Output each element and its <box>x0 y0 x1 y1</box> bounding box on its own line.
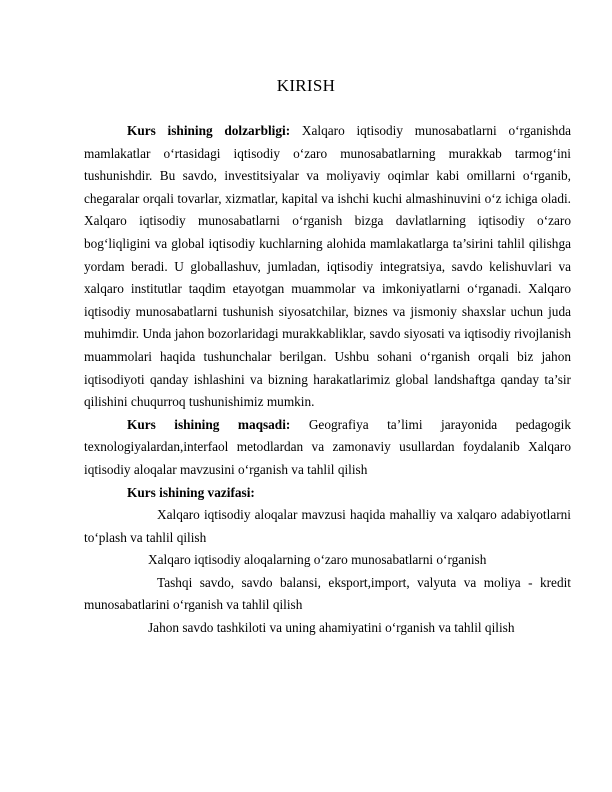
tasks-heading: Kurs ishining vazifasi: <box>127 484 255 500</box>
relevance-paragraph <box>84 120 571 414</box>
task-item: Xalqaro iqtisodiy aloqalar mavzusi haqida mahalliy va xalqaro adabiyotlarni to‘plash va tahlil qilish <box>84 507 571 545</box>
page-title: KIRISH <box>276 76 336 95</box>
task-item: Xalqaro iqtisodiy aloqalarning o‘zaro munosabatlarni o‘rganish <box>148 552 487 568</box>
goal-lead: Kurs ishining maqsadi: <box>127 416 291 432</box>
task-item: Jahon savdo tashkiloti va uning ahamiyatini o‘rganish va tahlil qilish <box>148 620 515 636</box>
relevance-lead: Kurs ishining dolzarbligi: <box>127 123 291 138</box>
relevance-text: Xalqaro iqtisodiy munosabatlarni o‘rganishda mamlakatlar o‘rtasidagi iqtisodiy o‘zaro munosabatlarning murakkab tarmog‘ini tushunishdir. Bu savdo, investitsiyalar va moliyaviy oqimlar kabi omillarni o‘rganib, chegaralar orqali tovarlar, xizmatlar, kapital va ishchi kuchi almashinuvini o‘z ichiga oladi. Xalqaro iqtisodiy munosabatlarni o‘rganish bizga davlatlarning iqtisodiy o‘zaro bog‘liqligini va global iqtisodiy kuchlarning alohida mamlakatlarga ta’sirini tahlil qilishga yordam beradi. U globallashuv, jumladan, iqtisodiy integratsiya, savdo kelishuvlari va xalqaro institutlar taqdim etayotgan muammolar va imkoniyatlarni o‘rganadi. Xalqaro iqtisodiy munosabatlarni tushunish siyosatchilar, biznes va jismoniy shaxslar uchun juda muhimdir. Unda jahon bozorlaridagi murakkabliklar, savdo siyosati va iqtisodiy rivojlanish muammolari haqida tushunchalar berilgan. Ushbu sohani o‘rganish orqali biz jahon iqtisodiyoti qanday ishlashini va bizning harakatlarimiz global landshaftga qanday ta’sir qilishini chuqurroq tushunishimiz mumkin. <box>84 123 571 410</box>
goal-paragraph <box>84 414 571 482</box>
goal-text: Geografiya ta’limi jarayonida pedagogik texnologiyalardan,interfaol metodlardan va zamonaviy usullardan foydalanib Xalqaro iqtisodiy aloqalar mavzusini o‘rganish va tahlil qilish <box>84 416 572 477</box>
task-item: Tashqi savdo, savdo balansi, eksport,import, valyuta va moliya - kredit munosabatlarini o‘rganish va tahlil qilish <box>84 574 571 613</box>
document-body <box>84 120 571 640</box>
